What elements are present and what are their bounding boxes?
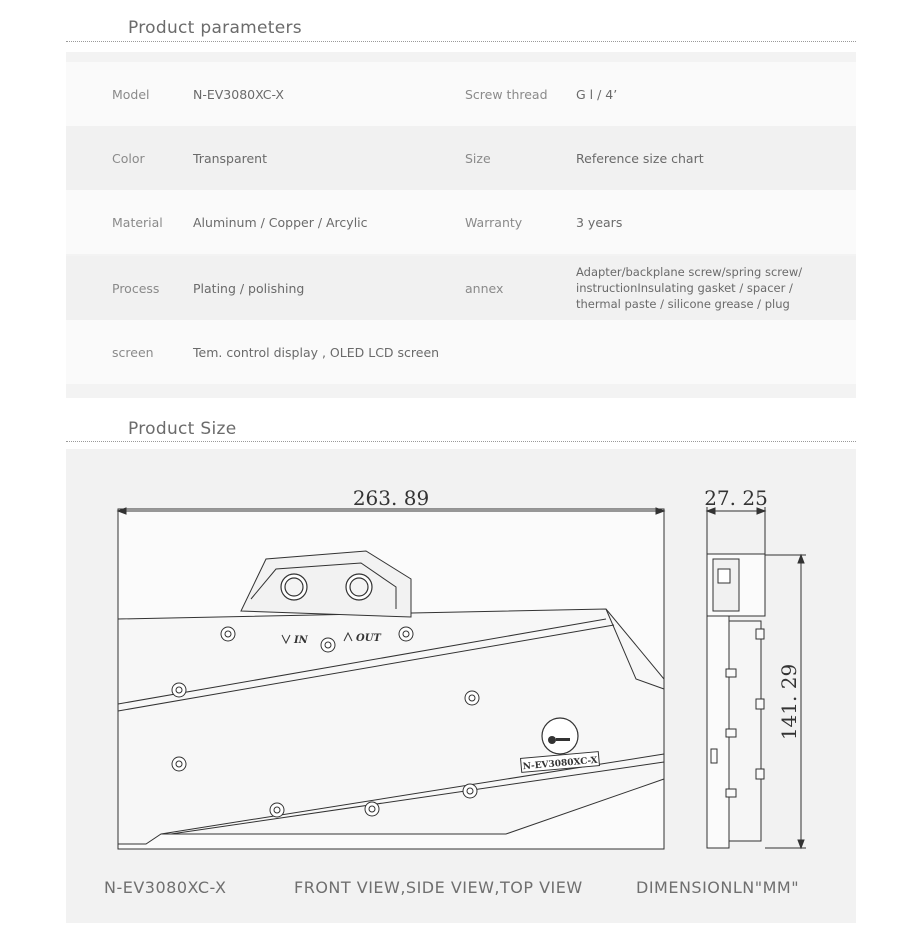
screw: [221, 627, 235, 641]
depth-dimension-line: [707, 507, 765, 554]
param-value-size: Reference size chart: [576, 150, 704, 166]
param-value-screen: Tem. control display , OLED LCD screen: [193, 344, 440, 360]
caption-model: N-EV3080XC-X: [104, 878, 227, 897]
params-divider: [66, 41, 856, 42]
svg-text:N-EV3080XC-X: N-EV3080XC-X: [522, 755, 598, 773]
param-label-size: Size: [465, 150, 491, 166]
param-label-process: Process: [112, 280, 160, 296]
screw: [172, 757, 186, 771]
table-row: [66, 320, 856, 384]
param-label-model: Model: [112, 86, 150, 102]
dimension-drawing: [66, 449, 856, 923]
svg-text:OUT: OUT: [356, 633, 381, 644]
param-value-material: Aluminum / Copper / Arcylic: [193, 214, 368, 230]
param-value-process: Plating / polishing: [193, 280, 305, 296]
params-section-title: Product parameters: [128, 18, 302, 38]
param-value-warranty: 3 years: [576, 214, 623, 230]
caption-views: FRONT VIEW,SIDE VIEW,TOP VIEW: [294, 878, 583, 897]
screw: [365, 802, 379, 816]
param-label-screw-thread: Screw thread: [465, 86, 548, 102]
screw: [172, 683, 186, 697]
param-label-annex: annex: [465, 280, 504, 296]
port-out-hole-inner: [350, 578, 368, 596]
param-value-annex: Adapter/backplane screw/spring screw/ instructionInsulating gasket / spacer / thermal paste / silicone grease / plug: [576, 265, 803, 311]
screw: [465, 691, 479, 705]
table-row: [66, 62, 856, 126]
brand-logo-badge: [542, 718, 578, 754]
caption-units: DIMENSIONLN"MM": [636, 878, 800, 897]
screw: [321, 638, 335, 652]
param-label-color: Color: [112, 150, 145, 166]
param-label-warranty: Warranty: [465, 214, 523, 230]
param-value-model: N-EV3080XC-X: [193, 86, 284, 102]
param-value-screw-thread: G l / 4’: [576, 86, 618, 102]
table-row: [66, 126, 856, 190]
port-in-hole-inner: [285, 578, 303, 596]
param-label-screen: screen: [112, 344, 154, 360]
depth-dimension-value: 27. 25: [704, 486, 768, 510]
param-label-material: Material: [112, 214, 163, 230]
size-divider: [66, 441, 856, 442]
svg-text:IN: IN: [294, 635, 308, 646]
width-dimension-value: 263. 89: [352, 486, 430, 510]
param-value-color: Transparent: [193, 150, 268, 166]
side-view: [707, 554, 765, 848]
height-dimension-value: 141. 29: [777, 663, 801, 741]
params-table: [66, 52, 856, 398]
size-drawing-panel: [66, 449, 856, 923]
screw: [463, 784, 477, 798]
screw: [270, 803, 284, 817]
screw: [399, 627, 413, 641]
size-section-title: Product Size: [128, 419, 237, 439]
table-row: [66, 256, 856, 320]
table-row: [66, 190, 856, 254]
